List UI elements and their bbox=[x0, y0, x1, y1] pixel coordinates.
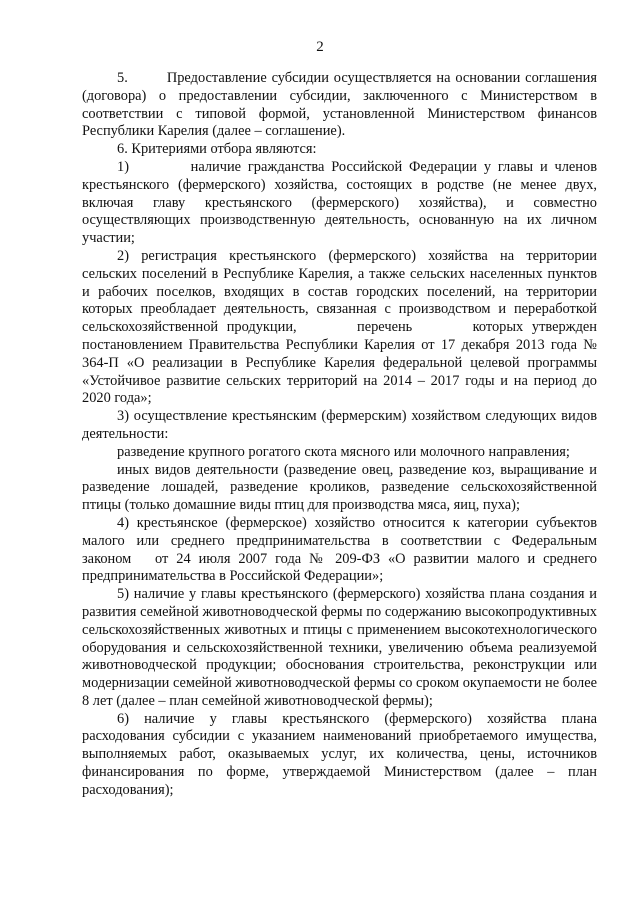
criterion-5-farm-plan: 5) наличие у главы крестьянского (фермерского) хозяйства плана создания и развития семейной животноводческой фермы по содержанию высокопродуктивных сельскохозяйственных животных и птицы с применением высокотехнологического оборудования и сельскохозяйственной техники, увеличению объема реализуемой животноводческой продукции; обоснования строительства, реконструкции или модернизации семейной животноводческой фермы со сроком окупаемости не более 8 лет (далее – план семейной животноводческой фермы); bbox=[82, 586, 597, 709]
paragraph-6-criteria-heading: 6. Критериями отбора являются: bbox=[117, 141, 317, 158]
activity-cattle-breeding: разведение крупного рогатого скота мясного или молочного направления; bbox=[117, 443, 570, 460]
criterion-6-spending-plan: 6) наличие у главы крестьянского (фермерского) хозяйства плана расходования субсидии с указанием наименований приобретаемого имущества, выполняемых работ, оказываемых услуг, их количества, цены, источников финансирования по форме, утверждаемой Министерством (далее – план расходования); bbox=[82, 710, 597, 798]
document-body bbox=[82, 70, 597, 800]
criterion-1-citizenship: 1) наличие гражданства Российской Федерации у главы и членов крестьянского (фермерского) хозяйства, состоящих в родстве (не менее двух, включая главу крестьянского (фермерского) хозяйства), и совместно осуществляющих производственную деятельность, основанную на их личном участии; bbox=[82, 158, 597, 247]
criterion-3-activities: 3) осуществление крестьянским (фермерским) хозяйством следующих видов деятельности: bbox=[82, 408, 597, 442]
page-number: 2 bbox=[316, 39, 324, 55]
criterion-4-small-business: 4) крестьянское (фермерское) хозяйство относится к категории субъектов малого или среднего предпринимательства в соответствии с Федеральным законом от 24 июля 2007 года № 209-ФЗ «О развитии малого и среднего предпринимательства в Российской Федерации»; bbox=[82, 514, 597, 585]
activity-other-types: иных видов деятельности (разведение овец, разведение коз, выращивание и разведение лошадей, разведение кроликов, разведение сельскохозяйственной птицы (только домашние виды птиц для производства мяса, яиц, пуха); bbox=[82, 461, 597, 514]
paragraph-5-agreement: 5. Предоставление субсидии осуществляется на основании соглашения (договора) о предоставлении субсидии, заключенного с Министерством в соответствии с типовой формой, установленной Министерством финансов Республики Карелия (далее – соглашение). bbox=[82, 70, 597, 140]
criterion-2-registration: 2) регистрация крестьянского (фермерского) хозяйства на территории сельских поселений в Республике Карелия, а также сельских населенных пунктов и рабочих поселков, входящих в состав городских поселений, на территории которых преобладает деятельность, связанная с производством и переработкой сельскохозяйственной продукции, перечень которых утвержден постановлением Правительства Республики Карелия от 17 декабря 2013 года № 364-П «О реализации в Республике Карелия федеральной целевой программы «Устойчивое развитие сельских территорий на 2014 – 2017 годы и на период до 2020 года»; bbox=[82, 247, 597, 407]
